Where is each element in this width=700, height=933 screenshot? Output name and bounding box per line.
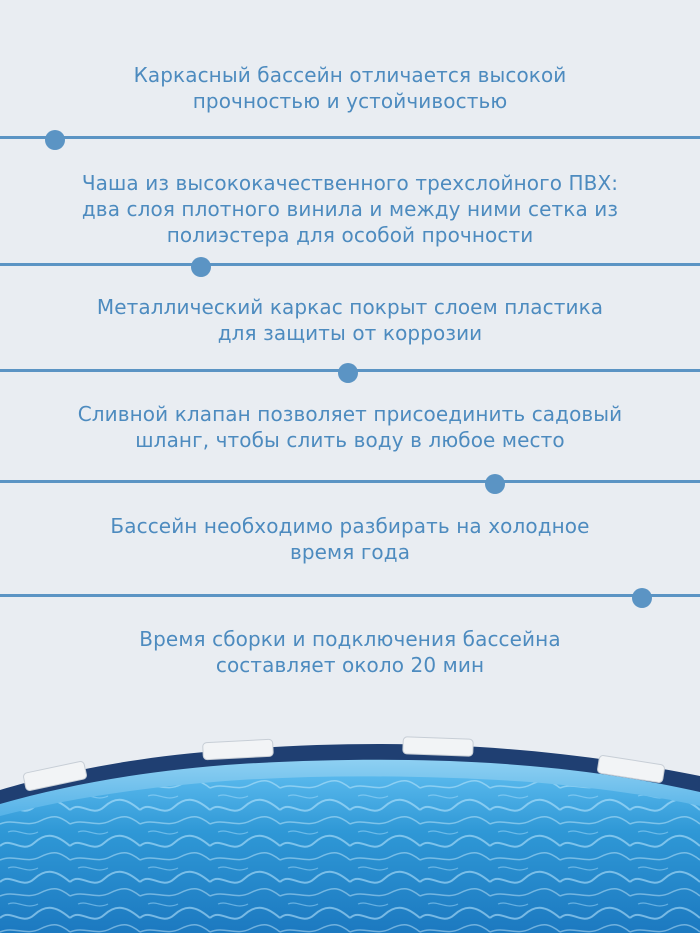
timeline-dot-icon-3 [338,363,358,383]
feature-1-line-2: прочностью и устойчивостью [192,89,508,113]
feature-6-line-2: составляет около 20 мин [215,653,485,677]
timeline-dot-icon-5 [632,588,652,608]
timeline-divider-5 [0,594,700,597]
timeline-divider-1 [0,136,700,139]
feature-6-line-1: Время сборки и подключения бассейна [139,627,561,651]
feature-text-4 [0,401,700,453]
timeline-dot-icon-4 [485,474,505,494]
feature-4-line-2: шланг, чтобы слить воду в любое место [135,428,565,452]
feature-3-line-1: Металлический каркас покрыт слоем пластика [96,295,604,319]
feature-4-line-1: Сливной клапан позволяет присоединить садовый [77,402,623,426]
feature-1-line-1: Каркасный бассейн отличается высокой [133,63,567,87]
feature-2-line-1: Чаша из высококачественного трехслойного ПВХ: [81,171,619,195]
feature-text-6 [0,626,700,678]
feature-5-line-2: время года [289,540,411,564]
feature-text-2 [0,170,700,248]
pool-photo-icon [0,720,700,933]
feature-2-line-3: полиэстера для особой прочности [166,223,534,247]
feature-text-3 [0,294,700,346]
feature-2-line-2: два слоя плотного винила и между ними сетка из [81,197,619,221]
feature-text-1 [0,62,700,114]
feature-text-5 [0,513,700,565]
feature-3-line-2: для защиты от коррозии [217,321,483,345]
timeline-divider-4 [0,480,700,483]
timeline-divider-2 [0,263,700,266]
feature-5-line-1: Бассейн необходимо разбирать на холодное [110,514,590,538]
timeline-dot-icon-1 [45,130,65,150]
timeline-dot-icon-2 [191,257,211,277]
